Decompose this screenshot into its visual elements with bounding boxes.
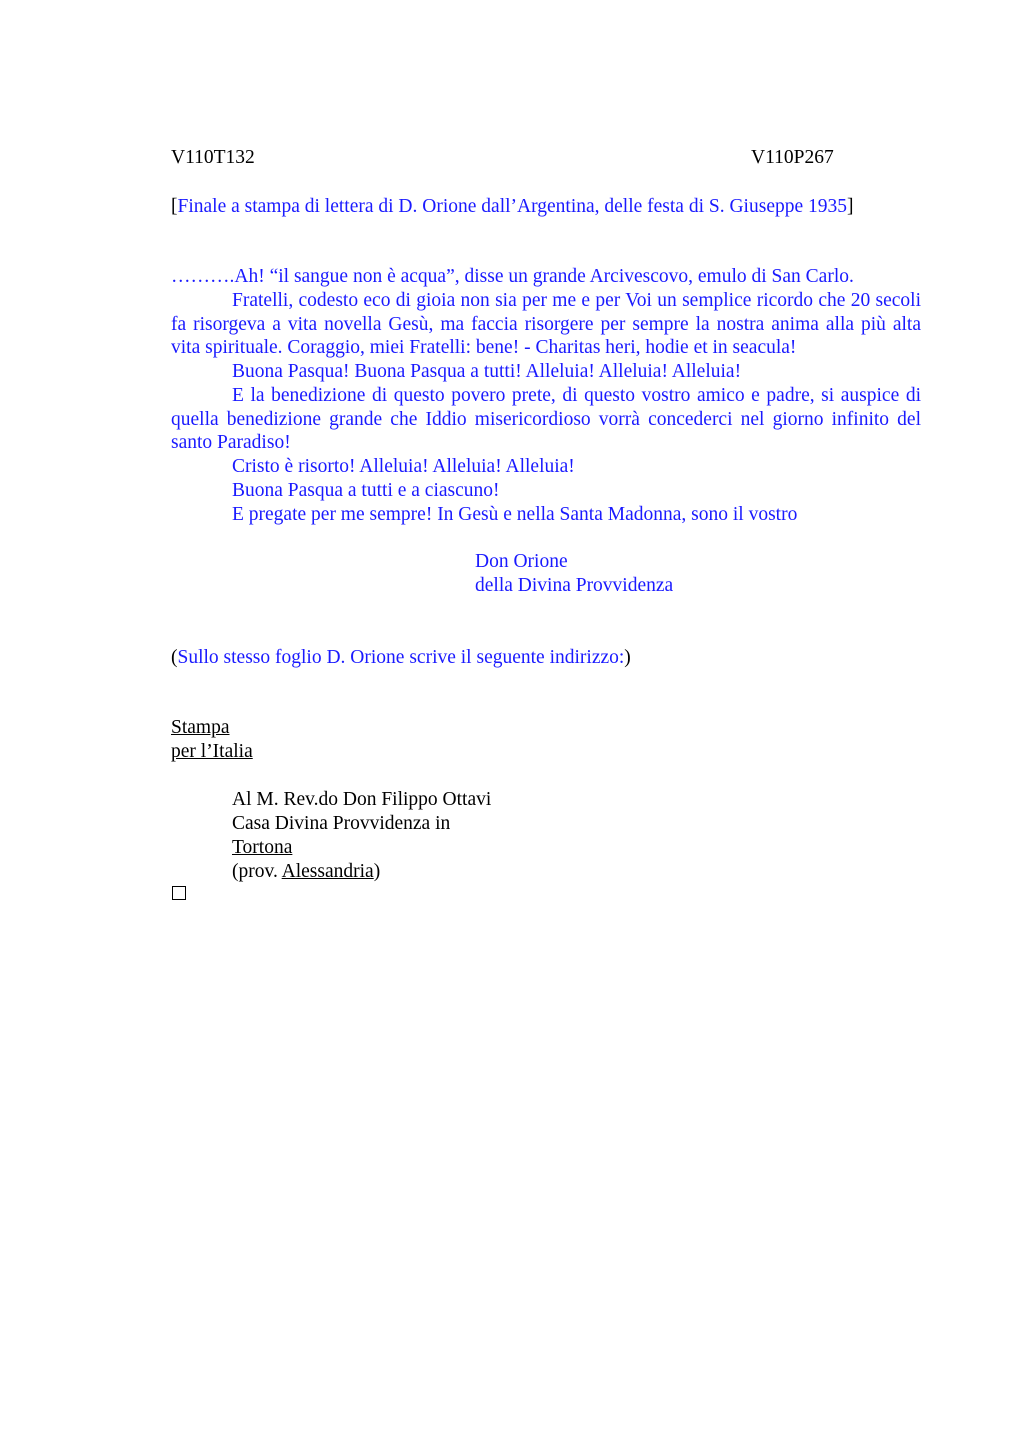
province-suffix: ): [373, 861, 381, 882]
note-text: Finale a stampa di lettera di D. Orione dall’Argentina, delle festa di S. Giuseppe 1935: [177, 196, 848, 217]
letter-paragraph-1: ……….Ah! “il sangue non è acqua”, disse un grande Arcivescovo, emulo di San Carlo.: [171, 266, 854, 287]
province-prefix: (prov.: [232, 861, 282, 882]
signature-name: Don Orione: [475, 551, 568, 572]
province-name: Alessandria: [281, 861, 374, 882]
letter-paragraph-7: E pregate per me sempre! In Gesù e nella Santa Madonna, sono il vostro: [232, 504, 798, 525]
address-note-close-paren: ): [624, 647, 631, 668]
note-open-bracket: [: [171, 196, 178, 217]
left-code: V110T132: [171, 147, 255, 168]
address-province: [232, 860, 380, 884]
letter-paragraph-2: Fratelli, codesto eco di gioia non sia per me e per Voi un semplice ricordo che 20 secoli fa risorgeva a vita novella Gesù, ma faccia risorgere per sempre la nostra anima alla più alta vita spirituale. Coraggio, miei Fratelli: bene! - Charitas heri, hodie et in seacula!: [171, 290, 921, 359]
stamp-line-1: Stampa: [171, 717, 230, 738]
right-code: V110P267: [751, 147, 834, 168]
note-close-bracket: ]: [847, 196, 854, 217]
signature-title: della Divina Provvidenza: [475, 575, 674, 596]
letter-paragraph-4: E la benedizione di questo povero prete, di questo vostro amico e padre, si auspice di quella benedizione grande che Iddio misericordioso vorrà concederci nel giorno infinito del santo Paradiso!: [171, 385, 921, 454]
address-note-open-paren: (: [171, 647, 178, 668]
address-line-2: Casa Divina Provvidenza in: [232, 813, 451, 834]
stamp-line-2: per l’Italia: [171, 741, 253, 762]
address-city: Tortona: [232, 837, 293, 858]
address-note-text: Sullo stesso foglio D. Orione scrive il seguente indirizzo:: [177, 647, 625, 668]
letter-paragraph-6: Buona Pasqua a tutti e a ciascuno!: [232, 480, 500, 501]
address-line-1: Al M. Rev.do Don Filippo Ottavi: [232, 789, 492, 810]
checkbox-square-icon: [172, 886, 186, 900]
editorial-note: [171, 195, 854, 219]
letter-paragraph-3: Buona Pasqua! Buona Pasqua a tutti! Alleluia! Alleluia! Alleluia!: [232, 361, 742, 382]
address-note: [171, 646, 631, 670]
letter-paragraph-5: Cristo è risorto! Alleluia! Alleluia! Alleluia!: [232, 456, 575, 477]
